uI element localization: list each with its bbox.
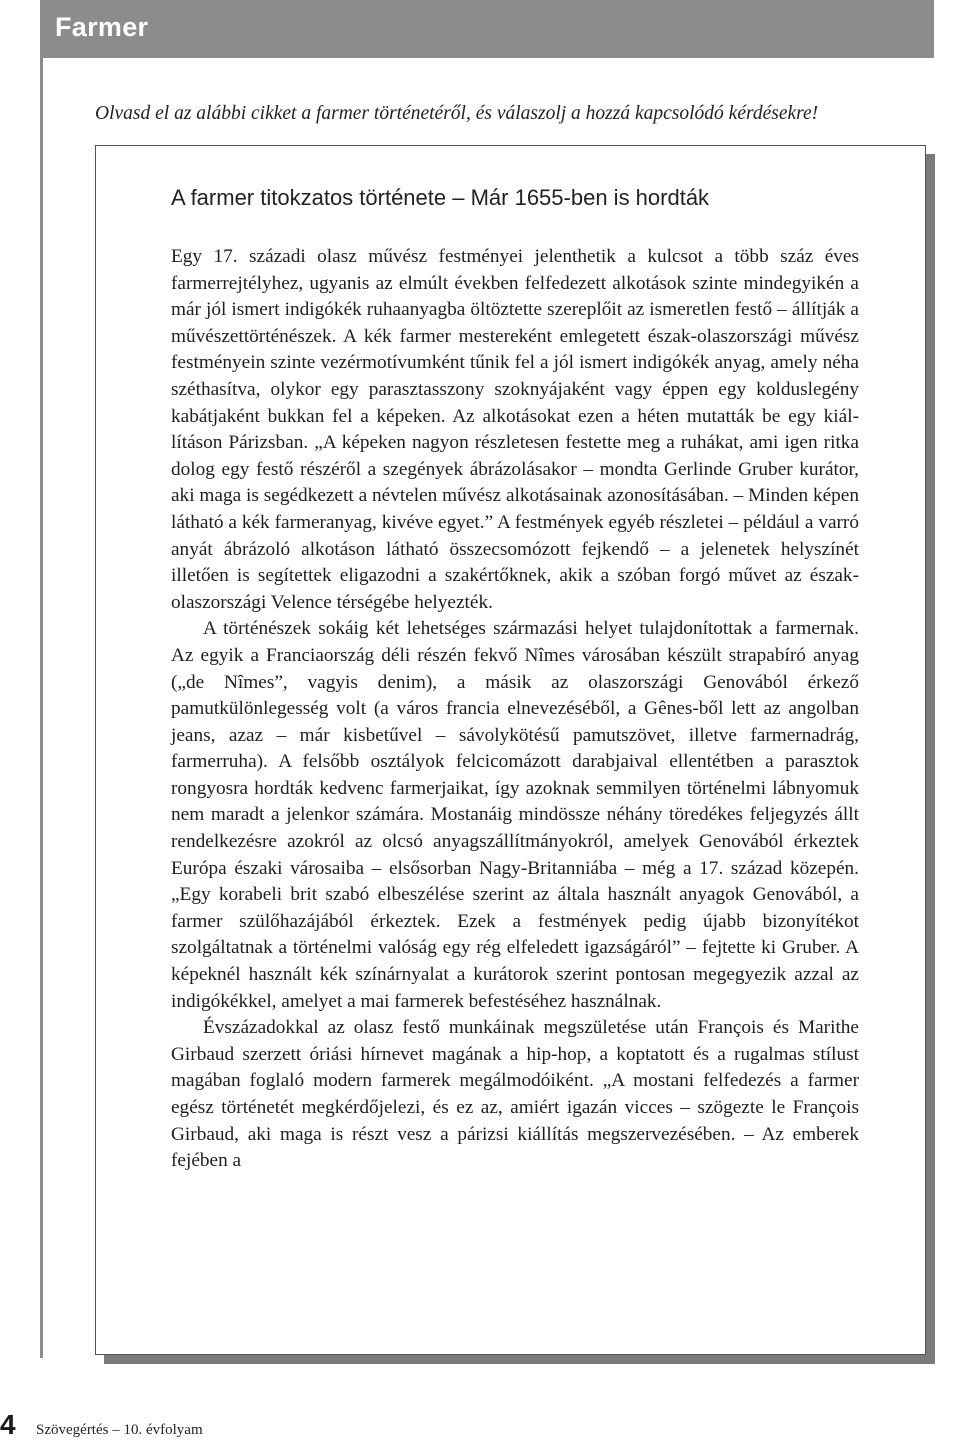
article-title: A farmer titokzatos története – Már 1655-ben is hordták <box>171 185 710 210</box>
header-bar <box>40 0 934 58</box>
article-paragraph: Évszázadokkal az olasz festő munkáinak megszületése után François és Marithe Girbaud szerzett óriási hírnevet magának a hip-hop, a koptatott és a rugalmas stílust magában foglaló modern farmerek megálmodóiként. „A mostani felfedezés a farmer egész történetét megkérdőjelezi, és ez az, amiért igazán vicces – szögezte le François Girbaud, aki maga is részt vesz a párizsi kiállítás megszervezésében. – Az emberek fejében a <box>171 1017 859 1172</box>
article-paragraph: Egy 17. századi olasz művész festményei jelenthetik a kulcsot a több száz éves farmerrejtélyhez, ugyanis az elmúlt években felfedezett alkotások szinte mindegyikén a már jól ismert indigókék ruhaanyagba öltöztette szereplőit az ismeretlen festő – állítják a művészettörténészek. A kék farmer mestereként emlegetett észak-olaszországi művész festményein szinte vezérmotívumként tűnik fel a jól ismert indigókék anyag, amely néha széthasítva, olykor egy parasztasszony szoknyájaként vagy éppen egy kolduslegény kabátjaként bukkan fel a képeken. Az alkotásokat ezen a héten mutatták be egy kiállításon Párizsban. „A képeken nagyon részletesen festette meg a ruhákat, ami igen ritka dolog egy festő részéről a szegények ábrázolásakor – mondta Gerlinde Gruber kurátor, aki maga is segédkezett a névtelen művész alkotásainak azonosításában. – Minden képen látható a kék farmeranyag, kivéve egyet.” A festmények egyéb részletei – például a varró anyát ábrázoló alkotáson látható összecsomózott fejkendő – a jelenetek helyszínét illetően is segítettek eligazodni a szakértőknek, akik a szóban forgó művet az északolaszországi Velence térségébe helyezték. <box>171 246 859 613</box>
instruction-text: Olvasd el az alábbi cikket a farmer történetéről, és válaszolj a hozzá kapcsolódó kérdésekre! <box>95 103 819 124</box>
section-title: Farmer <box>55 12 149 42</box>
article-body <box>171 244 859 1175</box>
left-margin-rule <box>40 58 43 1358</box>
footer-text: Szövegértés – 10. évfolyam <box>36 1422 203 1438</box>
article-paragraph: A történészek sokáig két lehetséges származási helyet tulajdonítottak a farmernak. Az egyik a Franciaország déli részén fekvő Nîmes városában készült strapabíró anyag („de Nîmes”, vagyis denim), a másik az olaszországi Genovából érkező pamutkülönlegesség volt (a város francia elnevezéséből, a Gênes-ből lett az angolban jeans, azaz – már kisbetűvel – sávolykötésű pamutszövet, illetve farmernadrág, farmerruha). A felsőbb osztályok felcicomázott darabjaival ellentétben a parasztok rongyosra hordták kedvenc farmerjaikat, így azoknak semmilyen történelmi lábnyomuk nem maradt a jelenkor számára. Mostanáig mindössze néhány töredékes feljegyzés állt rendelkezésre azokról az olcsó anyagszállítmányokról, amelyek Genovából érkeztek Európa északi városaiba – elsősorban Nagy-Britanniába – még a 17. század közepén. „Egy korabeli brit szabó elbeszélése szerint az általa használt anyagok Genovából, a farmer szülőhazájából érkeztek. Ezek a festmények pedig újabb bizonyítékot szolgáltatnak a történelmi valóság egy rég elfeledett igazságáról” – fejtette ki Gruber. A képeknél használt kék színárnyalat a kurátorok szerint pontosan megegyezik azzal az indigókékkel, amelyet a mai farmerek befestéséhez használnak. <box>171 618 859 1012</box>
page-number: 4 <box>0 1409 16 1440</box>
